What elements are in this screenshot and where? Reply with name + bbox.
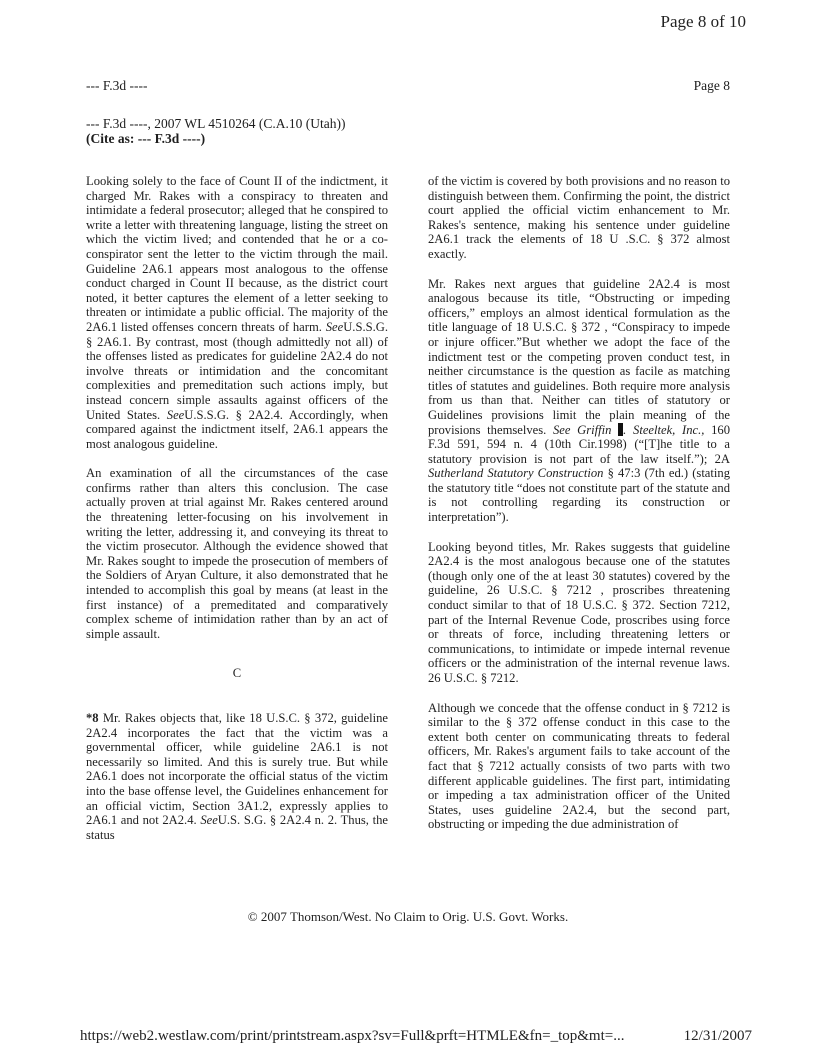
paragraph: Although we concede that the offense conduct in § 7212 is similar to the § 372 offense conduct in this case to the extent both center on communicating threats to federal officers, Mr. Rakes's argument fails to take account of the fact that § 7212 actually consists of two parts with two different applicable guidelines. The first part, intimidating or impeding a tax administration officer of the United States, uses guideline 2A2.4, but the second part, obstructing or impeding the due administration of (428, 700, 730, 832)
signal-see: See (325, 319, 344, 334)
left-column (86, 174, 388, 857)
star-page-marker: *8 (86, 711, 99, 725)
citation-line: --- F.3d ----, 2007 WL 4510264 (C.A.10 (Utah)) (86, 116, 346, 131)
signal-see: See (200, 813, 218, 828)
right-column (428, 174, 730, 857)
paragraph: Looking beyond titles, Mr. Rakes suggests that guideline 2A2.4 is the most analogous because one of the statutes (though only one of the at least 30 statutes) covered by the guideline, 26 U.S.C. § 7212 , proscribes threatening conduct similar to that of 18 U.S.C. § 372. Section 7212, part of the Internal Revenue Code, proscribes using force or threats of force, including threatening letters or communications, to intimidate or impede internal revenue officers or the administration of the internal revenue laws. 26 U.S.C. § 7212. (428, 539, 730, 685)
print-page-counter: Page 8 of 10 (660, 12, 746, 31)
document-page (86, 78, 730, 857)
copyright-footer: © 2007 Thomson/West. No Claim to Orig. U.S. Govt. Works. (247, 909, 569, 924)
cite-as: (Cite as: --- F.3d ----) (86, 131, 206, 146)
print-footer (80, 1028, 752, 1045)
print-url[interactable]: https://web2.westlaw.com/print/printstream.aspx?sv=Full&prft=HTMLE&fn=_top&mt=... (80, 1028, 625, 1044)
print-date: 12/31/2007 (683, 1028, 752, 1044)
document-page-number: Page 8 (693, 78, 730, 93)
case-citation-cont[interactable]: . Steeltek, Inc., (623, 422, 705, 437)
paragraph: An examination of all the circumstances of the case confirms rather than alters this conclusion. The case actually proven at trial against Mr. Rakes centered around the threatening letter-focusing on his involvement in writing the letter, addressing it, and conveying its threat to the victim prosecutor. Although the evidence showed that Mr. Rakes sought to impede the prosecution of members of the Soldiers of Aryan Culture, it also demonstrated that he intended to accomplish this goal by means (at least in the first instance) of a premeditated and comparatively complex scheme of intimidation rather than by an act of simple assault. (86, 466, 388, 641)
opinion-body (86, 174, 730, 857)
paragraph: Looking solely to the face of Count II of the indictment, it charged Mr. Rakes with a conspiracy to threaten and intimidate a federal prosecutor; alleged that he conspired to write a letter with threatening language, listing the street on which the victim lived; and contended that he or a co-conspirator sent the letter to the victim through the mail. Guideline 2A6.1 appears most analogous to the offense conduct charged in Count II because, as the district court noted, it better captures the element of a letter seeking to threaten or intimidate a public official. The majority of the 2A6.1 listed offenses concern threats of harm. SeeU.S.S.G. § 2A6.1. By contrast, most (though admittedly not all) of the offenses listed as predicates for guideline 2A2.4 do not involve threats or intimidation and the concomitant complexities and premeditation such actions imply, but instead concern simple assaults against officers of the United States. SeeU.S.S.G. § 2A2.4. Accordingly, when compared against the indictment itself, 2A6.1 appears the most analogous guideline. (86, 174, 389, 451)
treatise-title: Sutherland Statutory Construction (428, 466, 604, 481)
document-header (86, 78, 730, 94)
section-heading: C (232, 666, 242, 681)
reporter-short: --- F.3d ---- (86, 78, 148, 93)
paragraph: of the victim is covered by both provisions and no reason to distinguish between them. Confirming the point, the district court applied the official victim enhancement to Mr. Rakes's sentence, making his sentence under guideline 2A6.1 track the elements of 18 U .S.C. § 372 almost exactly. (428, 174, 730, 261)
case-citation[interactable]: See Griffin (553, 422, 612, 437)
paragraph: *8 Mr. Rakes objects that, like 18 U.S.C. § 372, guideline 2A2.4 incorporates the fact that the victim was a governmental officer, while guideline 2A6.1 is not necessarily so limited. And this is surely true. But while 2A6.1 does not incorporate the official status of the victim into the base offense level, the Guidelines enhancement for an official victim, Section 3A1.2, expressly applies to 2A6.1 and not 2A2.4. SeeU.S. S.G. § 2A2.4 n. 2. Thus, the status (86, 711, 388, 842)
paragraph: Mr. Rakes next argues that guideline 2A2.4 is most analogous because its title, “Obstructing or impeding officers,” employs an almost identical formulation as the title language of 18 U.S.C. § 372 , “Conspiracy to impede or injure officer.”But whether we adopt the face of the indictment test or the competing proven conduct test, in neither circumstance is the question as facile as matching titles of statutes and guidelines. Both require more analysis from us than that. Neither can titles of statutory or Guidelines provisions limit the plain meaning of the provisions themselves. See Griffin . Steeltek, Inc., 160 F.3d 591, 594 n. 4 (10th Cir.1998) (“[T]he title to a statutory provision is not part of the law itself.”); 2A Sutherland Statutory Construction § 47:3 (7th ed.) (stating the statutory title “does not constitute part of the statute and is not controlling regarding its construction or interpretation”). (428, 276, 730, 525)
signal-see: See (166, 407, 185, 422)
